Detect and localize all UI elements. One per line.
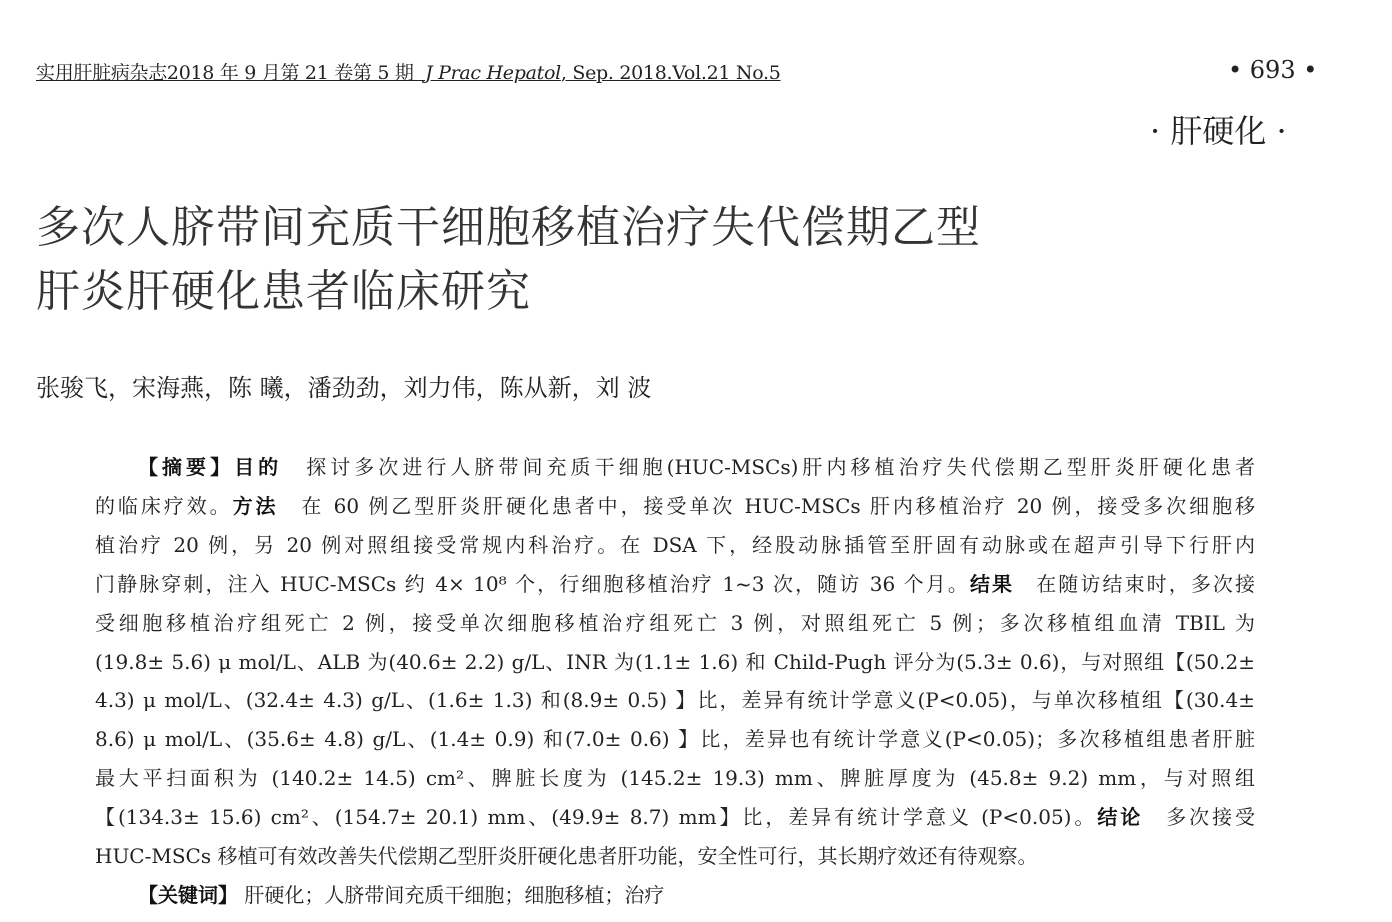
abstract-line — [138, 453, 1255, 481]
abstract-text: 探讨多次进行人脐带间充质干细胞(HUC-MSCs)肝内移植治疗失代偿期乙型肝炎肝硬化患者 — [282, 455, 1255, 479]
abstract-line — [95, 725, 1255, 753]
abstract-text: 4.3) μ mol/L、(32.4± 4.3) g/L、(1.6± 1.3) 和(8.9± 0.5) 】比，差异有统计学意义(P<0.05)，与单次移植组【(30.4± — [95, 688, 1255, 713]
keywords-text: 肝硬化；人脐带间充质干细胞；细胞移植；治疗 — [238, 883, 665, 907]
abstract-line — [95, 609, 1255, 637]
abstract-line — [95, 686, 1255, 714]
article-title — [36, 196, 981, 324]
abstract-text: 在随访结束时，多次接 — [1014, 571, 1256, 596]
abstract-text: 的临床疗效。 — [95, 493, 233, 518]
authors: 张骏飞，宋海燕，陈 曦，潘劲劲，刘力伟，陈从新，刘 波 — [36, 374, 652, 402]
abstract-heading: 方法 — [232, 493, 279, 518]
abstract-text: 8.6) μ mol/L、(35.6± 4.8) g/L、(1.4± 0.9) 和(7.0± 0.6) 】比，差异也有统计学意义(P<0.05)；多次移植组患者肝脏 — [95, 727, 1255, 752]
abstract-text: HUC-MSCs 移植可有效改善失代偿期乙型肝炎肝硬化患者肝功能，安全性可行，其长期疗效还有待观察。 — [95, 844, 1038, 868]
running-head — [36, 58, 781, 85]
page-number: • 693 • — [1228, 56, 1318, 84]
title-line: 多次人脐带间充质干细胞移植治疗失代偿期乙型 — [36, 202, 981, 253]
journal-cn: 实用肝脏病杂志2018 年 9 月第 21 卷第 5 期 — [36, 62, 414, 84]
abstract-text: 植治疗 20 例，另 20 例对照组接受常规内科治疗。在 DSA 下，经股动脉插管至肝固有动脉或在超声引导下行肝内 — [95, 532, 1255, 557]
abstract-line — [95, 570, 1255, 598]
abstract-line — [95, 531, 1255, 559]
abstract-text: 多次接受 — [1143, 805, 1256, 830]
abstract-line — [95, 764, 1255, 792]
title-line: 肝炎肝硬化患者临床研究 — [36, 266, 531, 317]
abstract-line — [95, 648, 1255, 676]
section-label: · 肝硬化 · — [1150, 112, 1287, 150]
abstract-heading: 结论 — [1097, 805, 1144, 830]
abstract-text: 门静脉穿刺，注入 HUC-MSCs 约 4× 10⁸ 个，行细胞移植治疗 1~3 次，随访 36 个月。 — [95, 571, 970, 596]
journal-issue: , Sep. 2018.Vol.21 No.5 — [560, 62, 781, 84]
abstract-line — [95, 842, 1255, 870]
abstract-text: 在 60 例乙型肝炎肝硬化患者中，接受单次 HUC-MSCs 肝内移植治疗 20 例，接受多次细胞移 — [278, 493, 1256, 518]
abstract-heading: 结果 — [969, 571, 1015, 596]
journal-en: J Prac Hepatol — [425, 62, 561, 84]
abstract-line — [95, 803, 1255, 831]
abstract-text: (19.8± 5.6) μ mol/L、ALB 为(40.6± 2.2) g/L、INR 为(1.1± 1.6) 和 Child-Pugh 评分为(5.3± 0.6)，与对照组【(50.2± — [95, 649, 1255, 674]
abstract-line — [95, 492, 1255, 520]
abstract-text: 【(134.3± 15.6) cm²、(154.7± 20.1) mm、(49.9± 8.7) mm】比，差异有统计学意义 (P<0.05)。 — [95, 805, 1098, 830]
keywords — [138, 881, 1255, 909]
abstract-text: 最大平扫面积为 (140.2± 14.5) cm²、脾脏长度为 (145.2± 19.3) mm、脾脏厚度为 (45.8± 9.2) mm，与对照组 — [95, 766, 1255, 791]
keywords-label: 【关键词】 — [138, 883, 238, 907]
abstract-heading: 【摘要】目的 — [138, 455, 283, 479]
abstract-text: 受细胞移植治疗组死亡 2 例，接受单次细胞移植治疗组死亡 3 例，对照组死亡 5 例；多次移植组血清 TBIL 为 — [95, 610, 1255, 635]
